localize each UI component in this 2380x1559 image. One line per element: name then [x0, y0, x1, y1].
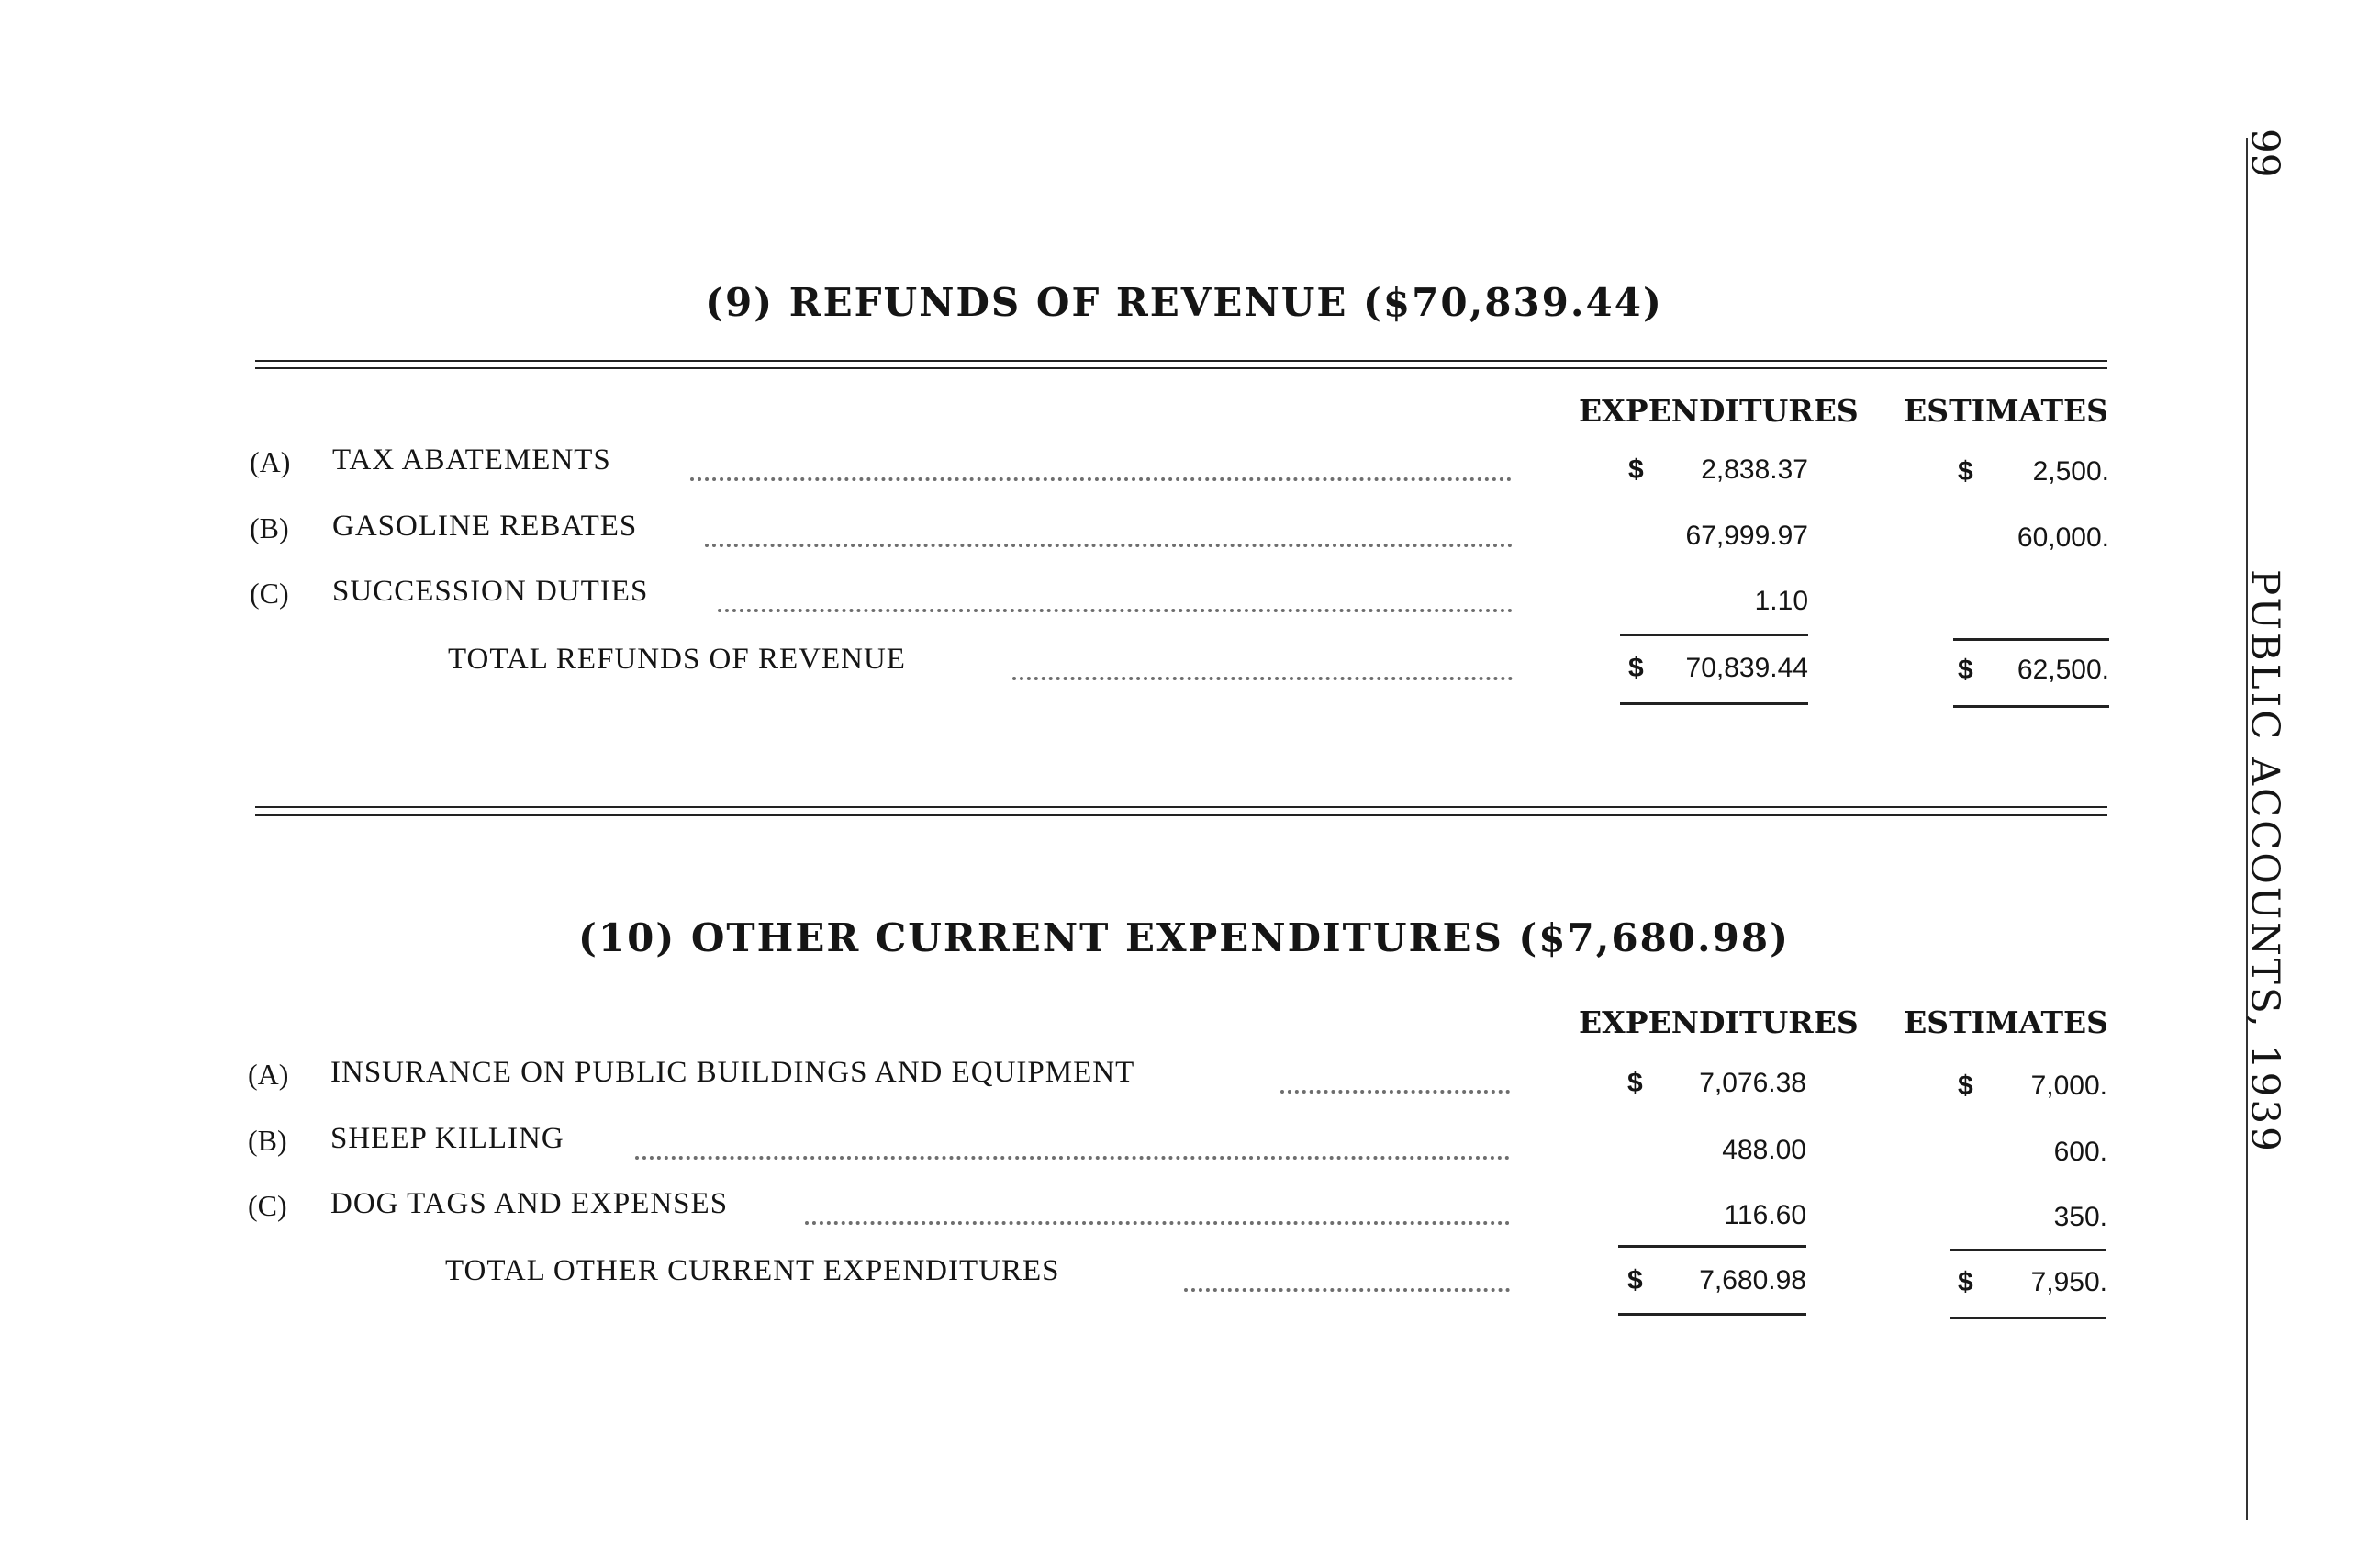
section-9-top-rule-2 [255, 367, 2107, 369]
page-number [2219, 129, 2311, 202]
section-9-col-expenditures: EXPENDITURES [1579, 393, 1859, 429]
section-9-title: (9) REFUNDS OF REVENUE ($70,839.44) [705, 280, 1663, 325]
row-label: SUCCESSION DUTIES [332, 575, 649, 608]
total-label: TOTAL OTHER CURRENT EXPENDITURES [445, 1254, 1060, 1287]
total-label: TOTAL REFUNDS OF REVENUE [448, 643, 906, 676]
total-rule [1618, 1313, 1806, 1316]
expenditure-value: 67,999.97 [1685, 521, 1808, 551]
section-9-col-estimates: ESTIMATES [1904, 393, 2108, 429]
dollar-sign: $ [1627, 1265, 1643, 1295]
estimate-value: 350. [2053, 1202, 2107, 1232]
total-rule [1620, 702, 1808, 705]
row-letter: (C) [248, 1189, 287, 1222]
row-label: SHEEP KILLING [330, 1122, 564, 1155]
dollar-sign: $ [1958, 456, 1973, 487]
dollar-sign: $ [1628, 454, 1644, 485]
dot-leader [690, 477, 1512, 481]
dollar-sign: $ [1958, 1267, 1973, 1297]
row-label: INSURANCE ON PUBLIC BUILDINGS AND EQUIPMENT [330, 1056, 1135, 1089]
expenditure-value: 488.00 [1722, 1135, 1806, 1165]
total-estimate: 62,500. [2017, 655, 2109, 685]
running-header-text: PUBLIC ACCOUNTS, 1939 [2242, 569, 2288, 1154]
section-10-col-estimates: ESTIMATES [1904, 1004, 2108, 1040]
total-rule [1953, 705, 2109, 708]
total-rule [1950, 1317, 2106, 1319]
dot-leader [705, 544, 1513, 547]
row-letter: (B) [248, 1124, 287, 1157]
page-number-text: 99 [2242, 129, 2288, 178]
expenditure-value: 1.10 [1754, 586, 1808, 616]
estimate-value: 7,000. [2030, 1071, 2107, 1101]
total-estimate: 7,950. [2030, 1267, 2107, 1297]
dot-leader [1012, 677, 1513, 680]
section-10-col-expenditures: EXPENDITURES [1579, 1004, 1859, 1040]
dot-leader [1280, 1090, 1510, 1094]
dot-leader [635, 1156, 1510, 1160]
subtotal-rule [1950, 1249, 2106, 1251]
section-10-title: (10) OTHER CURRENT EXPENDITURES ($7,680.98) [578, 915, 1790, 960]
expenditure-value: 116.60 [1724, 1200, 1806, 1230]
estimate-value: 60,000. [2017, 522, 2109, 553]
row-letter: (C) [250, 577, 289, 610]
dollar-sign: $ [1627, 1068, 1643, 1098]
dot-leader [805, 1221, 1510, 1225]
section-divider-rule [255, 806, 2107, 808]
section-9-top-rule [255, 360, 2107, 362]
estimate-value: 600. [2053, 1137, 2107, 1167]
expenditure-value: 2,838.37 [1701, 454, 1808, 485]
section-divider-rule-2 [255, 814, 2107, 816]
row-label: GASOLINE REBATES [332, 510, 638, 543]
estimate-value: 2,500. [2032, 456, 2109, 487]
row-letter: (A) [248, 1058, 289, 1091]
subtotal-rule [1620, 634, 1808, 636]
subtotal-rule [1618, 1245, 1806, 1248]
row-label: DOG TAGS AND EXPENSES [330, 1187, 729, 1220]
dollar-sign: $ [1958, 655, 1973, 685]
total-expenditure: 70,839.44 [1685, 653, 1808, 683]
row-letter: (B) [250, 511, 289, 544]
dollar-sign: $ [1958, 1071, 1973, 1101]
dollar-sign: $ [1628, 653, 1644, 683]
running-header [2219, 569, 2311, 1154]
row-letter: (A) [250, 445, 291, 478]
subtotal-rule [1953, 638, 2109, 641]
dot-leader [718, 609, 1513, 612]
dot-leader [1184, 1288, 1510, 1292]
expenditure-value: 7,076.38 [1699, 1068, 1806, 1098]
row-label: TAX ABATEMENTS [332, 443, 611, 477]
total-expenditure: 7,680.98 [1699, 1265, 1806, 1295]
